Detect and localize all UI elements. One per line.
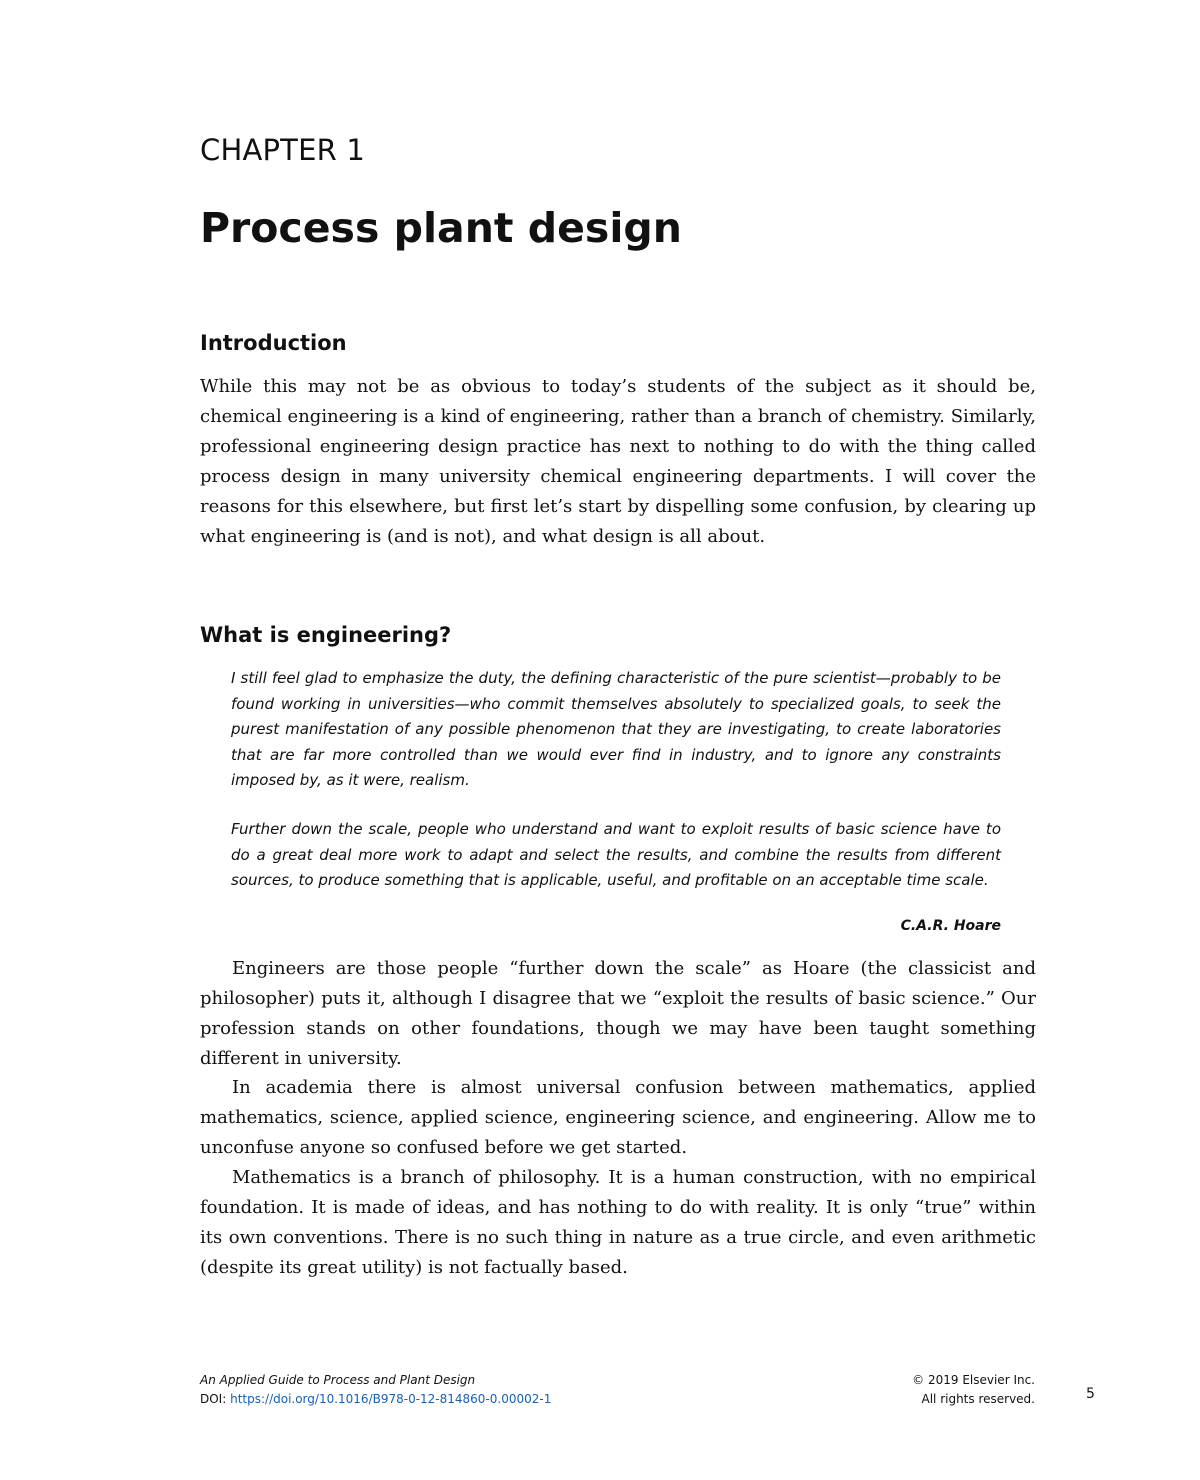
footer-book-title: An Applied Guide to Process and Plant Design	[200, 1373, 476, 1387]
doi-label: DOI:	[200, 1392, 231, 1406]
rights-text: All rights reserved.	[921, 1392, 1035, 1406]
epigraph-quote-1: I still feel glad to emphasize the duty, the defining characteristic of the pure scientist—probably to be found working in universities—who commit themselves absolutely to specialized goals, to seek the purest manifestation of any possible phenomenon that they are investigating, to create laboratories that are far more controlled than we would ever find in industry, and to ignore any constraints imposed by, as it were, realism.	[231, 669, 1001, 789]
body-paragraph-1: Engineers are those people “further down the scale” as Hoare (the classicist and philosopher) puts it, although I disagree that we “exploit the results of basic science.” Our profession stands on other foundations, though we may have been taught something different in university.	[200, 958, 1036, 1069]
page-number: 5	[1086, 1386, 1095, 1402]
footer-copyright	[912, 1371, 1035, 1409]
body-paragraph-3: Mathematics is a branch of philosophy. It is a human construction, with no empirical foundation. It is made of ideas, and has nothing to do with reality. It is only “true” within its own conventions. There is no such thing in nature as a true circle, and even arithmetic (despite its great utility) is not factually based.	[200, 1167, 1036, 1278]
introduction-paragraph: While this may not be as obvious to today’s students of the subject as it should be, chemical engineering is a kind of engineering, rather than a branch of chemistry. Similarly, professional engineering design practice has next to nothing to do with the thing called process design in many university chemical engineering departments. I will cover the reasons for this elsewhere, but first let’s start by dispelling some confusion, by clearing up what engineering is (and is not), and what design is all about.	[200, 376, 1036, 547]
footer-doi	[200, 1390, 551, 1409]
chapter-title: Process plant design	[200, 204, 682, 252]
body-paragraph-2: In academia there is almost universal confusion between mathematics, applied mathematics, science, applied science, engineering science, and engineering. Allow me to unconfuse anyone so confused before we get started.	[200, 1077, 1036, 1158]
copyright-text: © 2019 Elsevier Inc.	[912, 1373, 1035, 1387]
chapter-label: CHAPTER 1	[200, 133, 366, 167]
footer-citation	[200, 1371, 551, 1409]
doi-link[interactable]: https://doi.org/10.1016/B978-0-12-814860-0.00002-1	[230, 1392, 552, 1406]
epigraph-quote-2: Further down the scale, people who understand and want to exploit results of basic science have to do a great deal more work to adapt and select the results, and combine the results from different sources, to produce something that is applicable, useful, and profitable on an acceptable time scale.	[231, 820, 1001, 889]
section-heading-introduction: Introduction	[200, 331, 347, 355]
epigraph-attribution: C.A.R. Hoare	[900, 918, 1001, 934]
section-heading-what-is-engineering: What is engineering?	[200, 623, 452, 647]
